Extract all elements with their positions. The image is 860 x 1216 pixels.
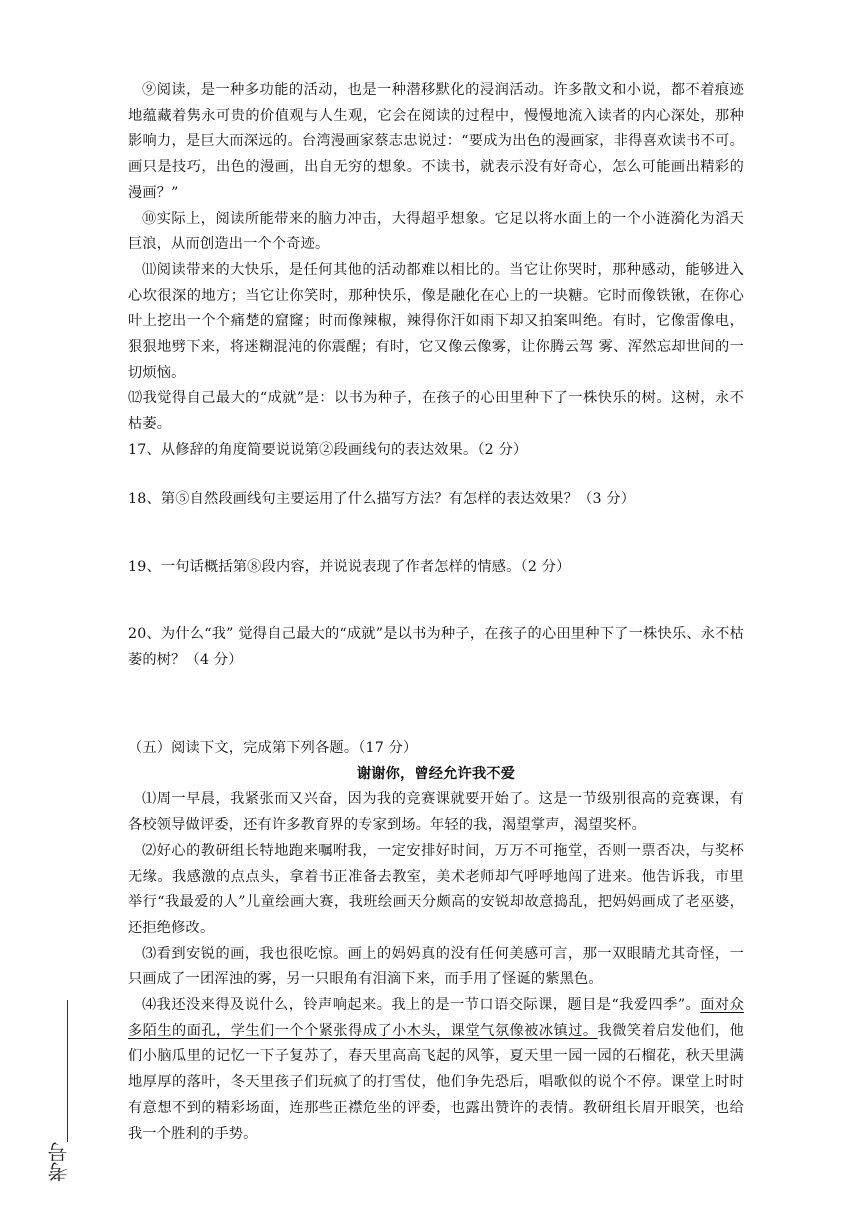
article-paragraph-3: ⑶看到安锐的画，我也很吃惊。画上的妈妈真的没有任何美感可言，那一双眼睛尤其奇怪，一只画成了一团浑浊的雾，另一只眼角有泪滴下来，而手用了怪诞的紫黑色。 xyxy=(128,945,744,988)
paragraph-9: ⑨阅读，是一种多功能的活动，也是一种潜移默化的浸润活动。许多散文和小说，都不着痕迹地蕴藏着隽永可贵的价值观与人生观，它会在阅读的过程中，慢慢地流入读者的内心深处，那种影响力，是巨大而深远的。台湾漫画家蔡志忠说过：“要成为出色的漫画家，非得喜欢读书不可。画只是技巧，出色的漫画，出自无穷的想象。不读书，就表示没有好奇心，怎么可能画出精彩的漫画？” xyxy=(128,82,744,201)
underlined-sentence: 面对众多陌生的面孔，学生们一个个紧张得成了小木头，课堂气氛像被冰镇过。 xyxy=(128,997,744,1039)
article-title: 谢谢你，曾经允许我不爱 xyxy=(356,765,516,782)
exam-number-label: 考号 xyxy=(47,1142,71,1182)
paragraph-4-text-after: 我微笑着启发他们，他们小脑瓜里的记忆一下子复苏了，春天里高高飞起的风筝，夏天里一园一园的石榴花，秋天里满地厚厚的落叶，冬天里孩子们玩疯了的打雪仗，他们争先恐后，唱歌似的说个不停。课堂上时时有意想不到的精彩场面，连那些正襟危坐的评委，也露出赞许的表情。教研组长眉开眼笑，也给我一个胜利的手势。 xyxy=(128,1022,744,1142)
article-paragraph-2: ⑵好心的教研组长特地跑来嘱咐我，一定安排好时间，万万不可拖堂，否则一票否决，与奖杯无缘。我感激的点点头，拿着书正准备去教室，美术老师却气呼呼地闯了进来。他告诉我，市里举行“我最爱的人”儿童绘画大赛，我班绘画天分颇高的安锐却故意捣乱，把妈妈画成了老巫婆，还拒绝修改。 xyxy=(128,842,744,936)
question-17: 17、从修辞的角度简要说说第②段画线句的表达效果。（2 分） xyxy=(128,441,528,458)
question-18-block xyxy=(128,487,744,513)
question-19-block xyxy=(128,555,744,581)
reading-section-5 xyxy=(128,736,744,1147)
paragraph-10: ⑩实际上，阅读所能带来的脑力冲击，大得超乎想象。它足以将水面上的一个小涟漪化为滔天巨浪，从而创造出一个个奇迹。 xyxy=(128,210,744,253)
question-20-block xyxy=(128,622,744,673)
reading-passage-a xyxy=(128,78,744,464)
paragraph-4-text-before: ⑷我还没来得及说什么，铃声响起来。我上的是一节口语交际课，题目是“我爱四季”。 xyxy=(142,997,701,1014)
paragraph-11: ⑾阅读带来的大快乐，是任何其他的活动都难以相比的。当它让你哭时，那种感动，能够进入心坎很深的地方；当它让你笑时，那种快乐，像是融化在心上的一块糖。它时而像铁锹，在你心叶上挖出一个个痛楚的窟窿；时而像辣椒，辣得你汗如雨下却又拍案叫绝。有时，它像雷像电，狠狠地劈下来，将迷糊混沌的你震醒；有时，它又像云像雾，让你腾云驾 雾、浑然忘却世间的一切烦恼。 xyxy=(128,261,744,381)
question-18: 18、第⑤自然段画线句主要运用了什么描写方法？有怎样的表达效果？（3 分） xyxy=(128,491,636,507)
article-paragraph-1: ⑴周一早晨，我紧张而又兴奋，因为我的竞赛课就要开始了。这是一节级别很高的竞赛课，有各校领导做评委，还有许多教育界的专家到场。年轻的我，渴望掌声，渴望奖杯。 xyxy=(128,791,744,834)
exam-number-blank-line xyxy=(67,1000,68,1142)
question-20: 20、为什么“我” 觉得自己最大的“成就”是以书为种子，在孩子的心田里种下了一株快乐、永不枯萎的树？（4 分） xyxy=(128,626,744,668)
section-heading: （五）阅读下文，完成第下列各题。（17 分） xyxy=(128,740,418,756)
article-paragraph-4 xyxy=(128,993,744,1147)
paragraph-12: ⑿我觉得自己最大的“成就”是：以书为种子，在孩子的心田里种下了一株快乐的树。这树，永不枯萎。 xyxy=(128,390,744,433)
question-19: 19、一句话概括第⑧段内容，并说说表现了作者怎样的情感。（2 分） xyxy=(128,559,571,575)
